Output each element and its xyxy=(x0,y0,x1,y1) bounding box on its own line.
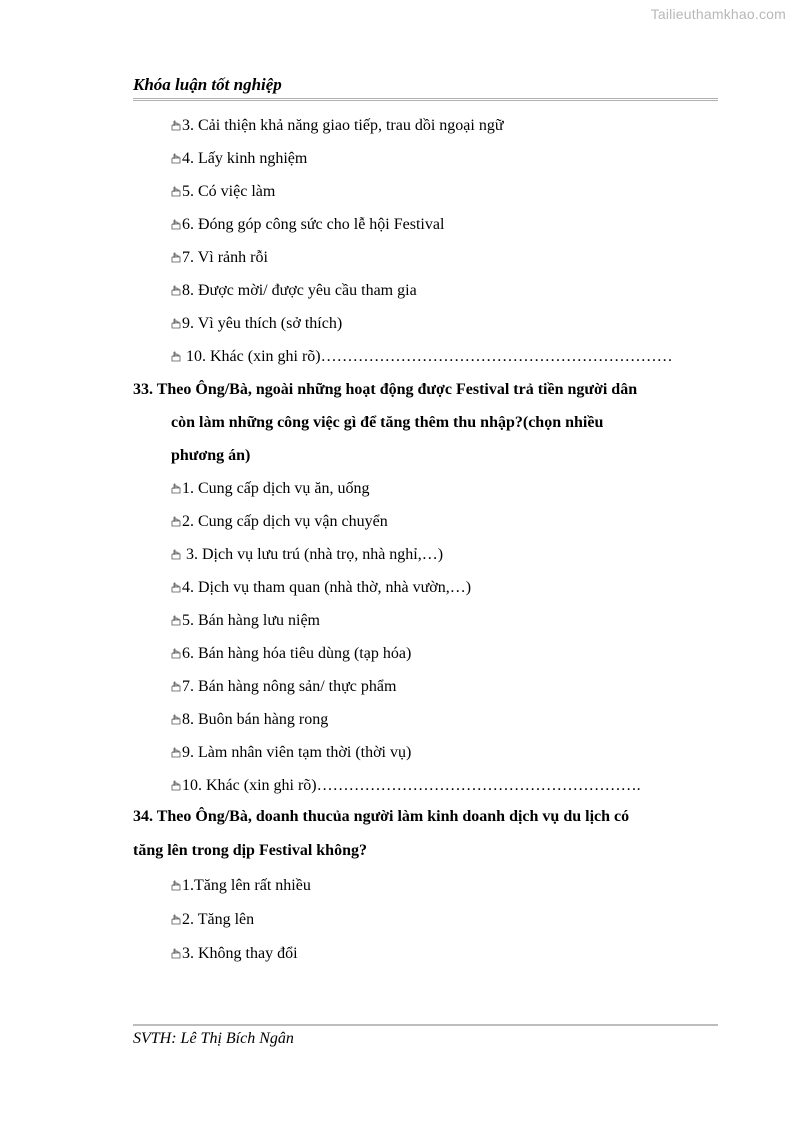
option-label: 9. Làm nhân viên tạm thời (thời vụ) xyxy=(182,744,412,761)
hand-checkbox-icon[interactable] xyxy=(171,681,181,692)
watermark: Tailieuthamkhao.com xyxy=(650,6,786,22)
option-label: 4. Dịch vụ tham quan (nhà thờ, nhà vườn,…) xyxy=(182,579,472,596)
option-label: 1. Cung cấp dịch vụ ăn, uống xyxy=(182,480,370,497)
hand-checkbox-icon[interactable] xyxy=(171,318,181,329)
option-label: 6. Đóng góp công sức cho lễ hội Festival xyxy=(182,216,445,233)
option-label: 7. Vì rảnh rỗi xyxy=(182,249,268,266)
option-label: 7. Bán hàng nông sản/ thực phẩm xyxy=(182,678,397,695)
option-label: 5. Bán hàng lưu niệm xyxy=(182,612,320,629)
question-33-line-2: còn làm những công việc gì để tăng thêm thu nhập?(chọn nhiều xyxy=(171,414,604,431)
q32-option-10[interactable] xyxy=(171,347,673,367)
hand-checkbox-icon[interactable] xyxy=(171,186,181,197)
option-label: 2. Cung cấp dịch vụ vận chuyển xyxy=(182,513,388,530)
q32-option-9[interactable] xyxy=(171,314,342,334)
hand-checkbox-icon[interactable] xyxy=(171,582,181,593)
header-title: Khóa luận tốt nghiệp xyxy=(133,75,282,94)
hand-checkbox-icon[interactable] xyxy=(171,219,181,230)
hand-checkbox-icon[interactable] xyxy=(171,615,181,626)
hand-checkbox-icon[interactable] xyxy=(171,153,181,164)
q32-option-6[interactable] xyxy=(171,215,444,235)
q33-option-8[interactable] xyxy=(171,710,328,730)
header-divider xyxy=(133,98,718,101)
q33-option-7[interactable] xyxy=(171,677,396,697)
hand-checkbox-icon[interactable] xyxy=(171,483,181,494)
question-34-line-1: 34. Theo Ông/Bà, doanh thucủa người làm kinh doanh dịch vụ du lịch có xyxy=(133,808,630,825)
hand-checkbox-icon[interactable] xyxy=(171,648,181,659)
question-33-line-3: phương án) xyxy=(171,447,251,464)
hand-checkbox-icon[interactable] xyxy=(171,714,181,725)
hand-checkbox-icon[interactable] xyxy=(171,351,181,362)
q32-option-3[interactable] xyxy=(171,116,504,136)
option-label: 3. Cải thiện khả năng giao tiếp, trau dồi ngoại ngữ xyxy=(182,117,504,134)
option-label: 8. Được mời/ được yêu cầu tham gia xyxy=(182,282,417,299)
option-label: 3. Dịch vụ lưu trú (nhà trọ, nhà nghỉ,…) xyxy=(182,546,444,563)
hand-checkbox-icon[interactable] xyxy=(171,914,181,925)
option-label: 6. Bán hàng hóa tiêu dùng (tạp hóa) xyxy=(182,645,412,662)
q33-option-5[interactable] xyxy=(171,611,320,631)
option-label: 2. Tăng lên xyxy=(182,911,255,928)
q34-option-3[interactable] xyxy=(171,944,298,964)
question-34-line-2: tăng lên trong dịp Festival không? xyxy=(133,842,367,859)
option-label: 10. Khác (xin ghi rõ)……………………………………………………. xyxy=(182,777,641,794)
hand-checkbox-icon[interactable] xyxy=(171,948,181,959)
hand-checkbox-icon[interactable] xyxy=(171,285,181,296)
option-label: 8. Buôn bán hàng rong xyxy=(182,711,329,728)
hand-checkbox-icon[interactable] xyxy=(171,780,181,791)
q32-option-8[interactable] xyxy=(171,281,417,301)
q33-option-4[interactable] xyxy=(171,578,471,598)
option-label: 9. Vì yêu thích (sở thích) xyxy=(182,315,343,332)
q33-option-2[interactable] xyxy=(171,512,388,532)
q33-option-9[interactable] xyxy=(171,743,411,763)
hand-checkbox-icon[interactable] xyxy=(171,880,181,891)
option-label: 10. Khác (xin ghi rõ)………………………………………………………… xyxy=(182,348,673,365)
hand-checkbox-icon[interactable] xyxy=(171,549,181,560)
option-label: 5. Có việc làm xyxy=(182,183,276,200)
q33-option-1[interactable] xyxy=(171,479,370,499)
hand-checkbox-icon[interactable] xyxy=(171,747,181,758)
option-label: 1.Tăng lên rất nhiều xyxy=(182,877,311,894)
q32-option-7[interactable] xyxy=(171,248,268,268)
q34-option-2[interactable] xyxy=(171,910,254,930)
hand-checkbox-icon[interactable] xyxy=(171,516,181,527)
q32-option-5[interactable] xyxy=(171,182,275,202)
q33-option-3[interactable] xyxy=(171,545,443,565)
hand-checkbox-icon[interactable] xyxy=(171,120,181,131)
question-33-line-1: 33. Theo Ông/Bà, ngoài những hoạt động được Festival trả tiền người dân xyxy=(133,381,638,398)
option-label: 3. Không thay đổi xyxy=(182,945,298,962)
q33-option-10[interactable] xyxy=(171,776,641,796)
q32-option-4[interactable] xyxy=(171,149,307,169)
option-label: 4. Lấy kinh nghiệm xyxy=(182,150,308,167)
hand-checkbox-icon[interactable] xyxy=(171,252,181,263)
q33-option-6[interactable] xyxy=(171,644,411,664)
page-footer xyxy=(133,1024,718,1048)
q34-option-1[interactable] xyxy=(171,876,311,896)
page-header xyxy=(133,74,718,96)
footer-divider xyxy=(133,1024,718,1026)
footer-author: SVTH: Lê Thị Bích Ngân xyxy=(133,1030,294,1047)
